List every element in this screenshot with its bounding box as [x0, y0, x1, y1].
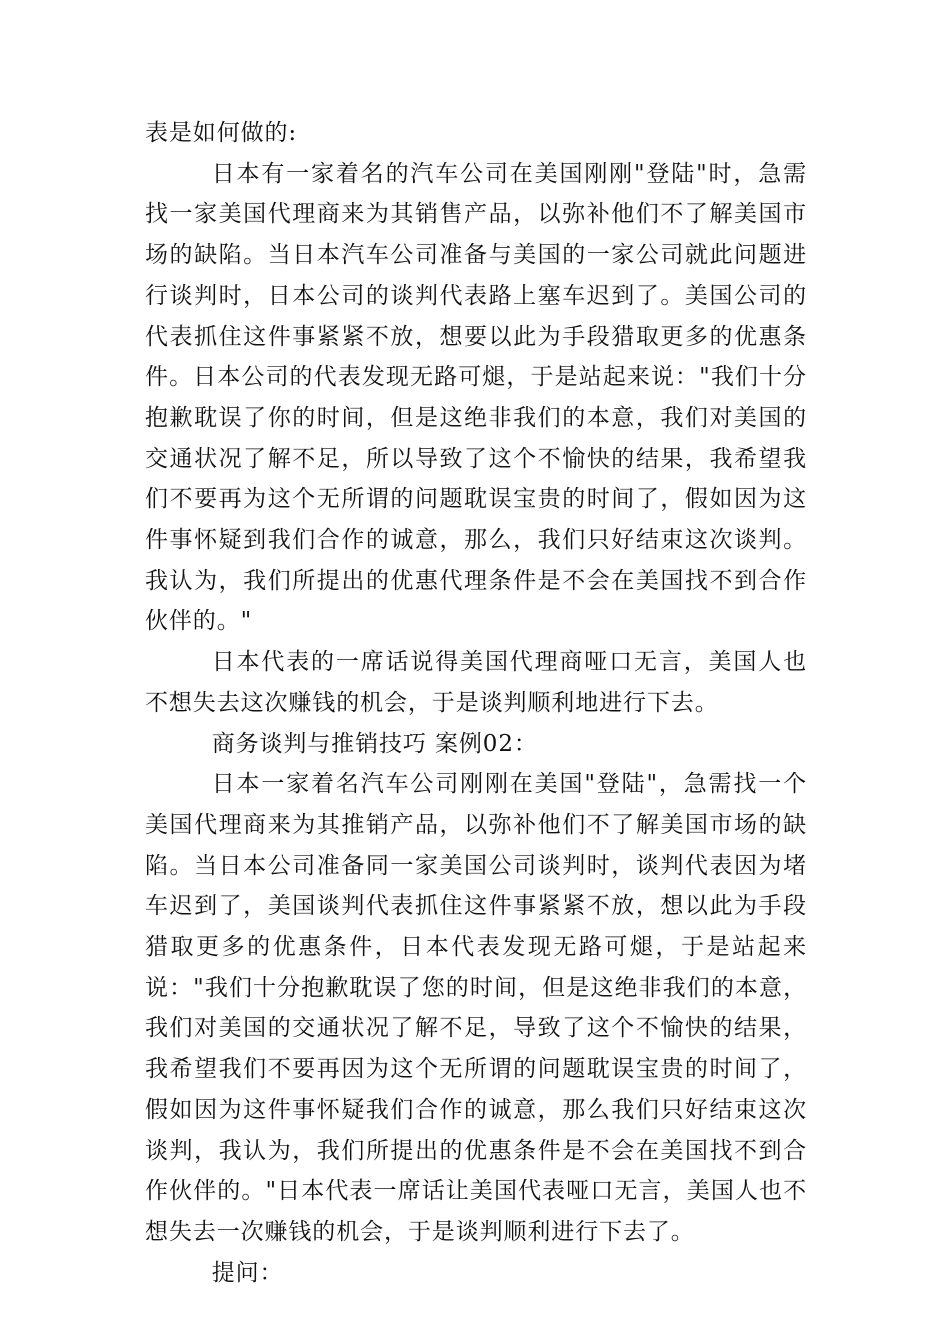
- paragraph-case-01-result: 日本代表的一席话说得美国代理商哑口无言，美国人也不想失去这次赚钱的机会，于是谈判顺利地进行下去。: [145, 649, 807, 716]
- case-heading: 商务谈判与推销技巧 案例02：: [211, 730, 538, 757]
- question-label: 提问：: [211, 1259, 284, 1286]
- document-body: [145, 113, 807, 1293]
- paragraph-case-01: 日本有一家着名的汽车公司在美国刚刚"登陆"时，急需找一家美国代理商来为其销售产品，以弥补他们不了解美国市场的缺陷。当日本汽车公司准备与美国的一家公司就此问题进行谈判时，日本公司的谈判代表路上塞车迟到了。美国公司的代表抓住这件事紧紧不放，想要以此为手段猎取更多的优惠条件。日本公司的代表发现无路可煺，于是站起来说："我们十分抱歉耽误了你的时间，但是这绝非我们的本意，我们对美国的交通状况了解不足，所以导致了这个不愉快的结果，我希望我们不要再为这个无所谓的问题耽误宝贵的时间了，假如因为这件事怀疑到我们合作的诚意，那么，我们只好结束这次谈判。我认为，我们所提出的优惠代理条件是不会在美国找不到合作伙伴的。": [145, 160, 807, 635]
- paragraph-case-02: 日本一家着名汽车公司刚刚在美国"登陆"，急需找一个美国代理商来为其推销产品，以弥补他们不了解美国市场的缺陷。当日本公司准备同一家美国公司谈判时，谈判代表因为堵车迟到了，美国谈判代表抓住这件事紧紧不放，想以此为手段猎取更多的优惠条件，日本代表发现无路可煺，于是站起来说："我们十分抱歉耽误了您的时间，但是这绝非我们的本意，我们对美国的交通状况了解不足，导致了这个不愉快的结果，我希望我们不要再因为这个无所谓的问题耽误宝贵的时间了，假如因为这件事怀疑我们合作的诚意，那么我们只好结束这次谈判，我认为，我们所提出的优惠条件是不会在美国找不到合作伙伴的。"日本代表一席话让美国代表哑口无言，美国人也不想失去一次赚钱的机会，于是谈判顺利进行下去了。: [145, 771, 807, 1245]
- paragraph-continuation: 表是如何做的:: [145, 120, 298, 146]
